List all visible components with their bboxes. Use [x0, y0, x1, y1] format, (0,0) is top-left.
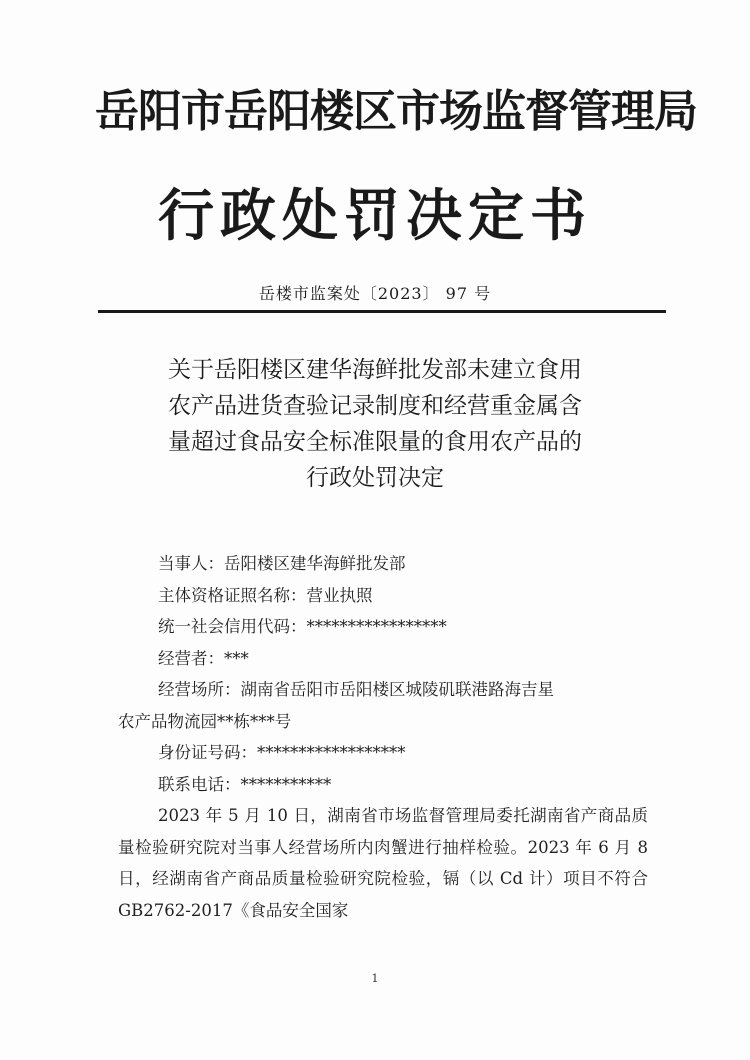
facts-paragraph: 2023 年 5 月 10 日，湖南省市场监督管理局委托湖南省产商品质量检验研究院对当事人经营场所内肉蟹进行抽样检验。2023 年 6 月 8 日，经湖南省产商品质量检验研究院检验，镉（以 Cd 计）项目不符合 GB2762-2017《食品安全国家 [118, 806, 648, 920]
phone-number: 联系电话：*********** [158, 774, 332, 794]
credit-code: 统一社会信用代码：***************** [158, 617, 447, 636]
decision-subject [115, 352, 635, 496]
subject-line: 量超过食品安全标准限量的食用农产品的 [168, 429, 582, 455]
subject-line: 关于岳阳楼区建华海鲜批发部未建立食用 [168, 357, 582, 383]
business-address-continued: 农产品物流园**栋***号 [118, 711, 292, 731]
decision-body [118, 548, 648, 926]
subject-line: 行政处罚决定 [306, 465, 444, 491]
operator: 经营者：*** [158, 648, 249, 668]
license-name: 主体资格证照名称：营业执照 [158, 585, 373, 605]
party-name: 当事人：岳阳楼区建华海鲜批发部 [158, 554, 406, 573]
document-number: 岳楼市监案处〔2023〕 97 号 [258, 284, 492, 303]
page-number: 1 [371, 972, 379, 985]
id-number: 身份证号码：****************** [158, 743, 406, 762]
header-divider [98, 310, 666, 313]
business-address: 经营场所：湖南省岳阳市岳阳楼区城陵矶联港路海吉星 [158, 680, 554, 699]
subject-line: 农产品进货查验记录制度和经营重金属含 [168, 393, 582, 419]
issuing-agency: 岳阳市岳阳楼区市场监督管理局 [95, 86, 697, 137]
document-title: 行政处罚决定书 [158, 183, 592, 249]
